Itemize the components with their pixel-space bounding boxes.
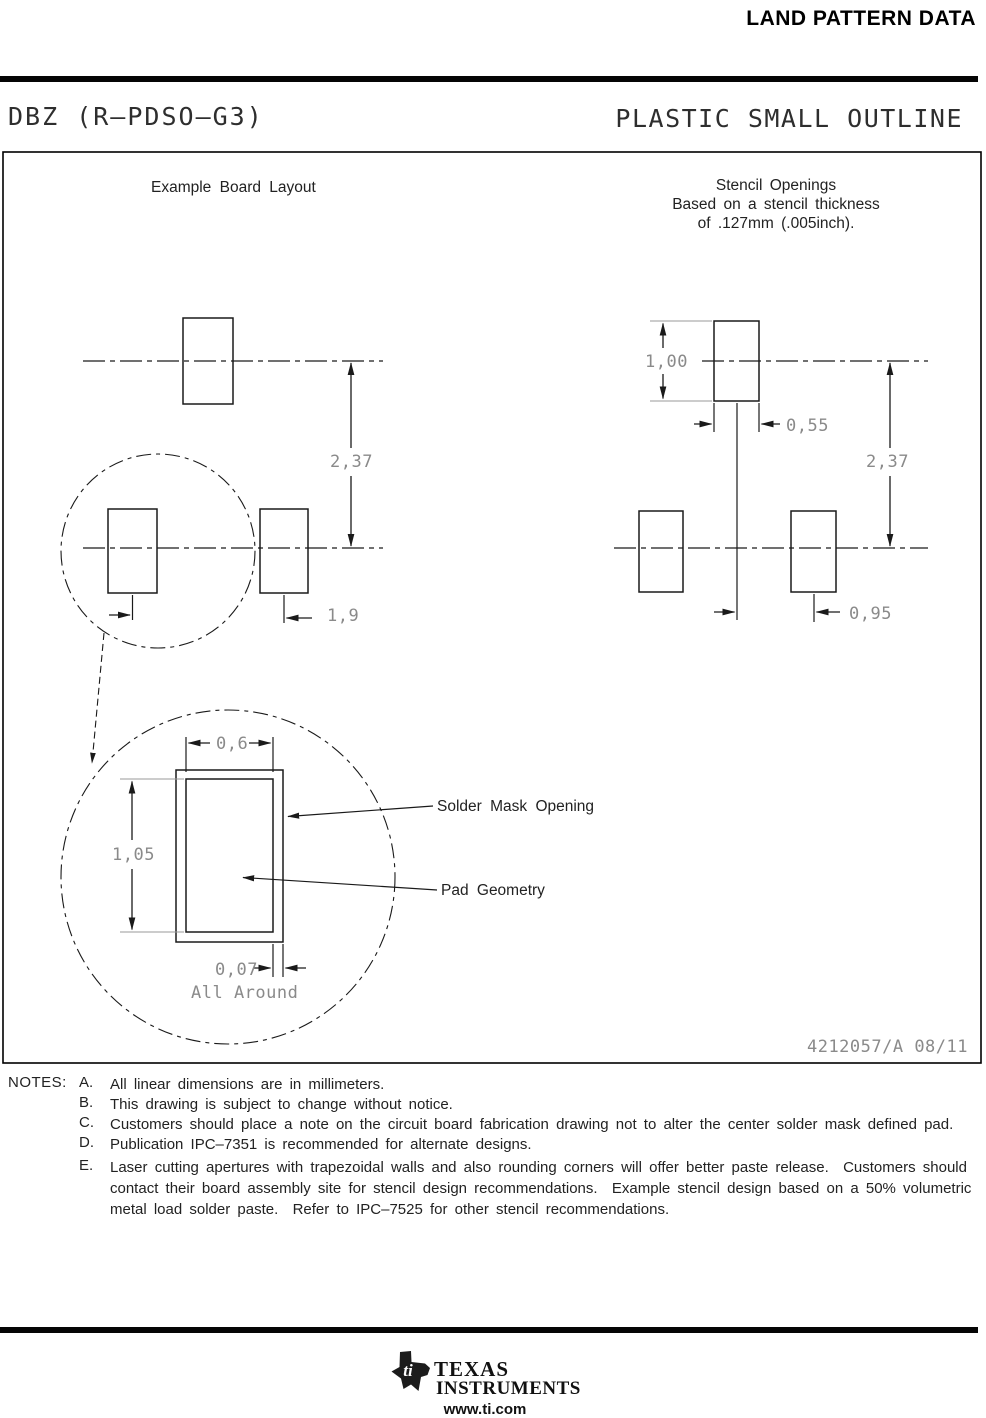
figure-border [3, 152, 981, 1063]
dim-row-pitch-board: 2,37 [330, 452, 373, 472]
solder-mask-opening-rect [176, 770, 283, 942]
dim-mask-clearance: 0,07 [215, 960, 258, 980]
detail-zone-circle [61, 454, 255, 648]
board-layout-title: Example Board Layout [151, 179, 316, 196]
brand-texas: TEXAS [434, 1357, 510, 1381]
ti-logo [390, 1348, 590, 1418]
clearance-note: All Around [191, 983, 299, 1003]
dim-offset-stencil: 0,95 [849, 604, 892, 624]
solder-mask-label: Solder Mask Opening [437, 798, 595, 815]
note-text: Publication IPC–7351 is recommended for alternate designs. [110, 1136, 532, 1153]
solder-mask-leader [288, 806, 433, 817]
package-code: DBZ (R–PDSO–G3) [8, 102, 264, 131]
ti-url-link[interactable]: www.ti.com [443, 1401, 527, 1418]
dim-pad-pitch-board: 1,9 [327, 606, 360, 626]
stencil-opening-bottom-right [791, 511, 836, 592]
note-letter: B. [79, 1094, 94, 1111]
stencil-title [638, 176, 914, 233]
note-text: Laser cutting apertures with trapezoidal walls and also rounding corners will offer better paste release. Customers should contact their board assembly site for stencil design recommendations. Example stencil design based on a 50% volumetric metal load solder paste. Refer to IPC–7525 for other stencil recommendations. [110, 1159, 979, 1218]
brand-instruments: INSTRUMENTS [436, 1378, 581, 1399]
note-letter: C. [79, 1114, 94, 1131]
note-letter: E. [79, 1157, 94, 1174]
dim-row-pitch-stencil: 2,37 [866, 452, 909, 472]
note-text: All linear dimensions are in millimeters. [110, 1076, 385, 1093]
stencil-title-line2: Based on a stencil thickness [672, 196, 880, 213]
pad-geometry-rect [186, 779, 273, 932]
dim-pad-height: 1,05 [112, 845, 155, 865]
stencil-title-line1: Stencil Openings [715, 177, 837, 194]
board-layout-drawing [61, 318, 383, 763]
dim-pad-width: 0,6 [216, 734, 249, 754]
note-text: Customers should place a note on the circuit board fabrication drawing not to alter the center solder mask defined pad. [110, 1116, 954, 1133]
ti-state-mark-icon [390, 1350, 432, 1396]
stencil-title-line3: of .127mm (.005inch). [697, 215, 855, 232]
stencil-opening-bottom-left [639, 511, 683, 592]
dim-opening-width: 0,55 [786, 416, 829, 436]
note-letter: D. [79, 1134, 94, 1151]
drawing-number: 4212057/A 08/11 [806, 1037, 968, 1057]
pad-geometry-leader [243, 878, 437, 891]
pad-geometry-label: Pad Geometry [441, 882, 545, 899]
bottom-rule [0, 1327, 978, 1333]
page-title: LAND PATTERN DATA [746, 7, 976, 30]
board-pad-bottom-right [260, 509, 308, 593]
notes-heading: NOTES: [8, 1074, 67, 1091]
detail-leader-line [92, 633, 104, 763]
package-type: PLASTIC SMALL OUTLINE [615, 104, 963, 133]
ti-monogram: ti [403, 1361, 413, 1380]
board-pad-bottom-left [108, 509, 157, 593]
note-letter: A. [79, 1074, 94, 1091]
note-text: This drawing is subject to change without notice. [110, 1096, 453, 1113]
dim-opening-height: 1,00 [645, 352, 688, 372]
